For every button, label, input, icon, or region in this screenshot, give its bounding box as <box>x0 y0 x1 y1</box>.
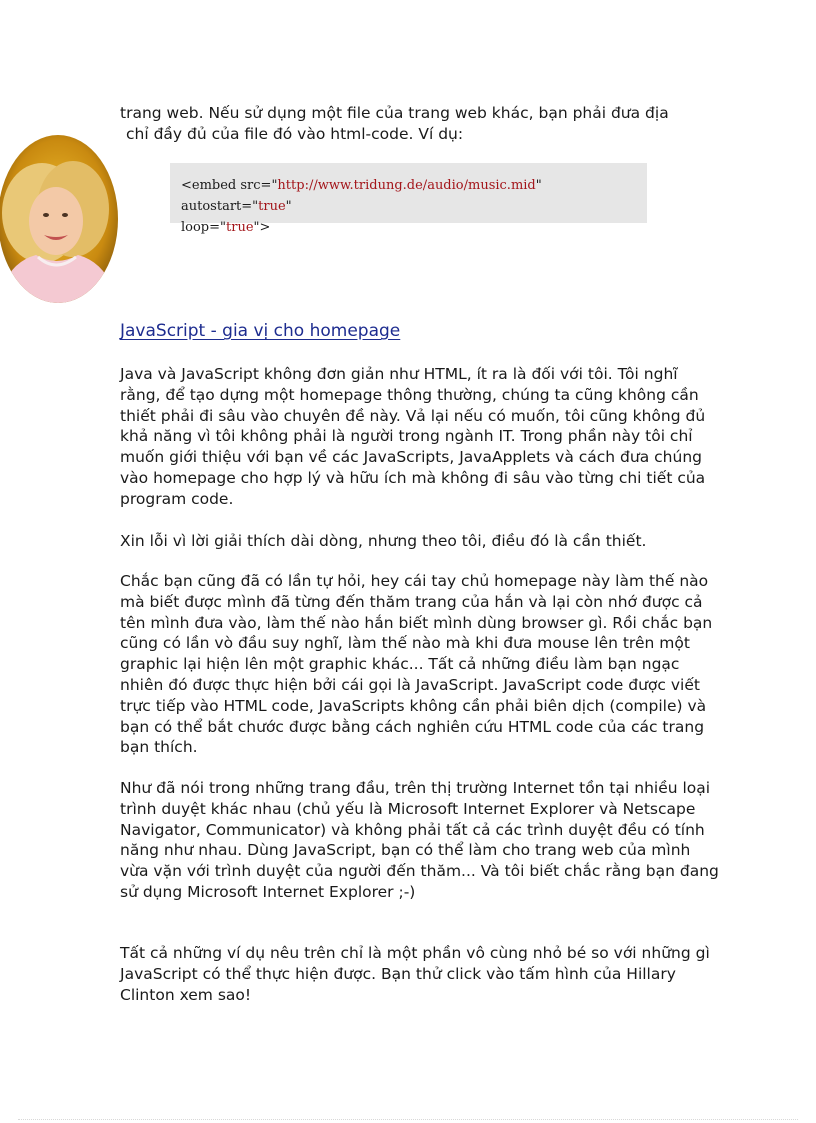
paragraph-1: Java và JavaScript không đơn giản như HTML, ít ra là đối với tôi. Tôi nghĩ rằng, để tạo dựng một homepage thông thường, chúng ta cũng không cần thiết phải đi sâu vào chuyên đề này. Vả lại nếu có muốn, tôi cũng không đủ khả năng vì tôi không phải là người trong ngành IT. Trong phần này tôi chỉ muốn giới thiệu với bạn về các JavaScripts, JavaApplets và cách đưa chúng vào homepage cho hợp lý và hữu ích mà không đi sâu vào từng chi tiết của program code. <box>120 365 706 508</box>
portrait-photo[interactable] <box>0 135 118 303</box>
paragraph-2: Xin lỗi vì lời giải thích dài dòng, nhưng theo tôi, điều đó là cần thiết. <box>120 532 647 550</box>
code-src-value: http://www.tridung.de/audio/music.mid <box>277 178 536 193</box>
code-example-box: <embed src="http://www.tridung.de/audio/music.mid" autostart="true" loop="true"> <box>170 163 647 223</box>
footer-divider <box>18 1119 798 1120</box>
paragraph-3: Chắc bạn cũng đã có lần tự hỏi, hey cái tay chủ homepage này làm thế nào mà biết được mình đã từng đến thăm trang của hắn và lại còn nhớ được cả tên mình đưa vào, làm thế nào hắn biết mình dùng browser gì. Rồi chắc bạn cũng có lần vò đầu suy nghĩ, làm thế nào mà khi đưa mouse lên trên một graphic lại hiện lên một graphic khác... Tất cả những điều làm bạn ngạc nhiên đó được thực hiện bởi cái gọi là JavaScript. JavaScript code được viết trực tiếp vào HTML code, JavaScripts không cần phải biên dịch (compile) và bạn có thể bắt chước được bằng cách nghiên cứu HTML code của các trang bạn thích. <box>120 572 713 757</box>
portrait-image <box>0 135 118 303</box>
intro-line-2: chỉ đầy đủ của file đó vào html-code. Ví dụ: <box>126 124 464 143</box>
paragraph-4: Như đã nói trong những trang đầu, trên thị trường Internet tồn tại nhiều loại trình duyệt khác nhau (chủ yếu là Microsoft Internet Explorer và Netscape Navigator, Communicator) và không phải tất cả các trình duyệt đều có tính năng như nhau. Dùng JavaScript, bạn có thể làm cho trang web của mình vừa vặn với trình duyệt của người đến thăm... Và tôi biết chắc rằng bạn đang sử dụng Microsoft Internet Explorer ;-) <box>120 779 719 901</box>
code-autostart-value: true <box>258 199 286 214</box>
code-loop-value: true <box>226 220 254 235</box>
section-heading-link[interactable]: JavaScript - gia vị cho homepage <box>120 321 401 341</box>
paragraph-5: Tất cả những ví dụ nêu trên chỉ là một phần vô cùng nhỏ bé so với những gì JavaScript có thể thực hiện được. Bạn thử click vào tấm hình của Hillary Clinton xem sao! <box>120 944 710 1004</box>
intro-line-1: trang web. Nếu sử dụng một file của trang web khác, bạn phải đưa địa <box>120 104 669 122</box>
intro-paragraph <box>120 103 720 145</box>
